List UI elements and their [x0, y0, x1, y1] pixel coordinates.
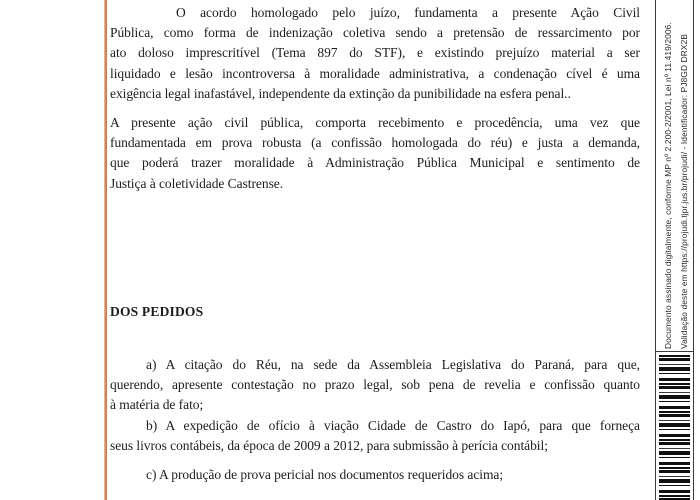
- text-line: fundamentada em prova robusta (a confissão homologada do réu) e justa a demanda,: [110, 135, 640, 151]
- text-line: b) A expedição de ofício à viação Cidade de Castro do Iapó, para que forneça: [146, 418, 640, 433]
- text-line: ato doloso imprescritível (Tema 897 do STF), e existindo prejuízo material a ser: [110, 45, 640, 61]
- text-line: O acordo homologado pelo juízo, fundamenta a presente Ação Civil: [176, 5, 640, 20]
- text-line: Pública, como forma de indenização coletiva sendo a pretensão de ressarcimento por: [110, 25, 640, 41]
- signature-stamp-text: [660, 0, 694, 349]
- pedido-item-b: [110, 416, 640, 456]
- text-line: que poderá trazer moralidade à Administração Pública Municipal e sentimento de: [110, 155, 640, 171]
- barcode-image: [659, 355, 690, 500]
- text-line: Justiça à coletividade Castrense.: [110, 175, 284, 191]
- text-line: a) A citação do Réu, na sede da Assembleia Legislativa do Paraná, para que,: [146, 357, 640, 372]
- text-line: à matéria de fato;: [110, 397, 204, 413]
- pedido-item-c: [110, 465, 640, 485]
- body-paragraph-1: [110, 3, 640, 104]
- barcode-box: [655, 352, 694, 500]
- pedido-item-a: [110, 355, 640, 416]
- page-margin-rule: [104, 0, 107, 500]
- body-paragraph-2: [110, 113, 640, 194]
- text-line: exigência legal inafastável, independente da extinção da punibilidade na esfera penal..: [110, 85, 571, 101]
- stamp-line-1: Documento assinado digitalmente, conforme MP nº 2.200-2/2001, Lei nº 11.419/2006.: [663, 22, 673, 349]
- stamp-line-2: Validação deste em https://projudi.tjpr.jus.br/projudi/ - Identificador: PJ8GD DRX2B: [679, 33, 689, 349]
- text-line: liquidado e lesão incontroversa à moralidade administrativa, a condenação cível é uma: [110, 65, 640, 81]
- text-line: c) A produção de prova pericial nos documentos requeridos acima;: [146, 467, 504, 482]
- text-line: seus livros contábeis, da época de 2009 a 2012, para submissão à perícia contábil;: [110, 438, 548, 454]
- document-page: [110, 0, 640, 500]
- text-line: querendo, apresente contestação no prazo legal, sob pena de revelia e confissão quanto: [110, 377, 640, 393]
- text-line: A presente ação civil pública, comporta recebimento e procedência, uma vez que: [110, 115, 640, 130]
- section-heading-dos-pedidos: DOS PEDIDOS: [110, 304, 204, 319]
